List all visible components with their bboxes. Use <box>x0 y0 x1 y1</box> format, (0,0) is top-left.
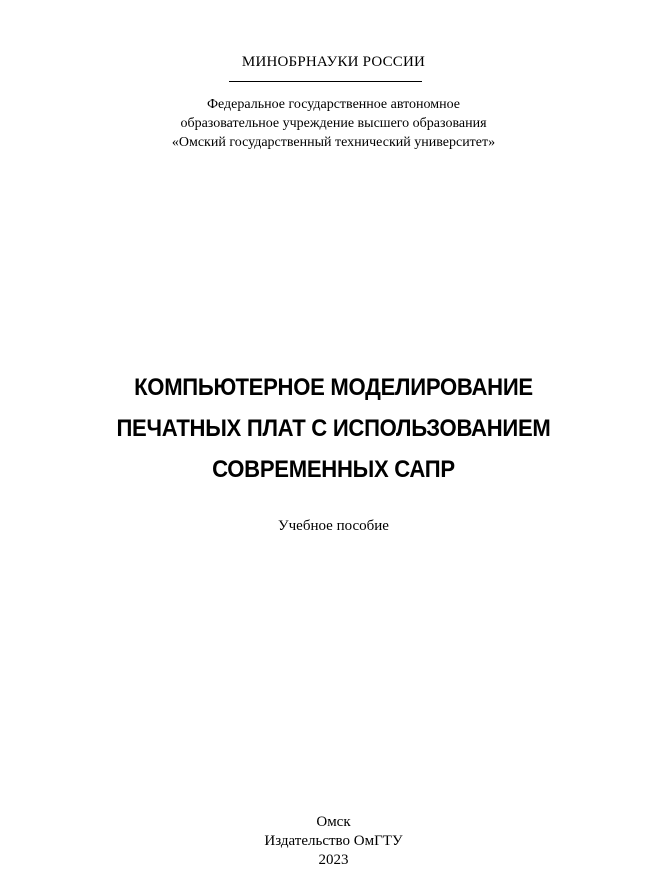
book-subtitle: Учебное пособие <box>278 518 389 534</box>
book-title-line-2: ПЕЧАТНЫХ ПЛАТ С ИСПОЛЬЗОВАНИЕМ <box>116 415 551 442</box>
imprint-block <box>0 813 667 870</box>
book-title <box>27 367 641 490</box>
institution-block <box>0 95 667 152</box>
institution-line-2: образовательное учреждение высшего образования <box>180 116 487 131</box>
book-title-line-3: СОВРЕМЕННЫХ САПР <box>212 456 455 483</box>
ministry-underline <box>229 81 422 82</box>
institution-line-3: «Омский государственный технический университет» <box>171 135 496 150</box>
imprint-city: Омск <box>316 814 351 830</box>
institution-line-1: Федеральное государственное автономное <box>206 97 461 112</box>
imprint-year: 2023 <box>318 852 349 868</box>
ministry-name: МИНОБРНАУКИ РОССИИ <box>241 54 426 70</box>
book-title-line-1: КОМПЬЮТЕРНОЕ МОДЕЛИРОВАНИЕ <box>134 374 533 401</box>
imprint-publisher: Издательство ОмГТУ <box>264 833 403 849</box>
